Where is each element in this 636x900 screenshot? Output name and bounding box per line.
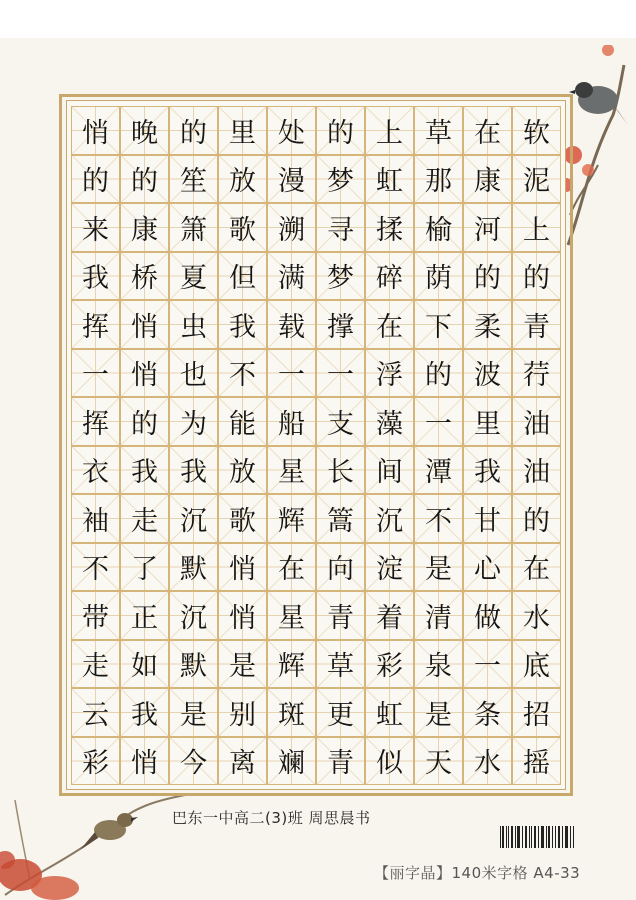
grid-cell: 衣 (71, 446, 120, 495)
grid-cell: 里 (218, 106, 267, 155)
grid-cell: 放 (218, 446, 267, 495)
grid-cell: 底 (512, 640, 561, 689)
grid-cell: 是 (169, 688, 218, 737)
grid-cell: 辉 (267, 494, 316, 543)
grid-cell: 我 (463, 446, 512, 495)
grid-cell: 着 (365, 591, 414, 640)
grid-cell: 沉 (365, 494, 414, 543)
grid-cell: 河 (463, 203, 512, 252)
grid-cell: 篙 (316, 494, 365, 543)
grid-cell: 梦 (316, 252, 365, 301)
grid-cell: 彩 (365, 640, 414, 689)
grid-cell: 夏 (169, 252, 218, 301)
grid-cell: 向 (316, 543, 365, 592)
grid-cell: 我 (120, 688, 169, 737)
brand-product: 140米字格 A4-33 (451, 864, 581, 882)
grid-cell: 处 (267, 106, 316, 155)
grid-cell: 软 (512, 106, 561, 155)
grid-cell: 悄 (120, 300, 169, 349)
grid-cell: 摇 (512, 737, 561, 786)
grid-cell: 虹 (365, 688, 414, 737)
grid-cell: 揉 (365, 203, 414, 252)
grid-cell: 长 (316, 446, 365, 495)
grid-cell: 下 (414, 300, 463, 349)
grid-cell: 的 (120, 155, 169, 204)
grid-cell: 柔 (463, 300, 512, 349)
grid-cell: 正 (120, 591, 169, 640)
grid-cell: 的 (169, 106, 218, 155)
brand-logo: 【丽字晶】 (374, 864, 452, 882)
grid-cell: 走 (120, 494, 169, 543)
grid-cell: 桥 (120, 252, 169, 301)
grid-cell: 一 (316, 349, 365, 398)
brand-label (374, 862, 580, 883)
grid-cell: 载 (267, 300, 316, 349)
grid-cell: 船 (267, 397, 316, 446)
grid-cell: 我 (169, 446, 218, 495)
grid-cell: 上 (365, 106, 414, 155)
grid-cell: 我 (218, 300, 267, 349)
grid-cell: 不 (218, 349, 267, 398)
grid-cell: 清 (414, 591, 463, 640)
grid-cell: 的 (120, 397, 169, 446)
grid-cell: 淀 (365, 543, 414, 592)
grid-cell: 一 (71, 349, 120, 398)
grid-cell: 悄 (218, 591, 267, 640)
grid-cell: 草 (414, 106, 463, 155)
grid-cell: 的 (512, 494, 561, 543)
grid-cell: 似 (365, 737, 414, 786)
grid-cell: 的 (512, 252, 561, 301)
grid-cell: 也 (169, 349, 218, 398)
grid-cell: 青 (512, 300, 561, 349)
grid-cell: 但 (218, 252, 267, 301)
grid-cell: 荇 (512, 349, 561, 398)
grid-cell: 悄 (120, 349, 169, 398)
grid-cell: 歌 (218, 203, 267, 252)
grid-cell: 天 (414, 737, 463, 786)
grid-cell: 撑 (316, 300, 365, 349)
grid-cell: 寻 (316, 203, 365, 252)
grid-cell: 我 (71, 252, 120, 301)
grid-cell: 水 (512, 591, 561, 640)
grid-cell: 沉 (169, 591, 218, 640)
grid-cell: 漫 (267, 155, 316, 204)
grid-cell: 别 (218, 688, 267, 737)
grid-cell: 油 (512, 446, 561, 495)
grid-cell: 条 (463, 688, 512, 737)
grid-cell: 不 (71, 543, 120, 592)
grid-cell: 心 (463, 543, 512, 592)
grid-cell: 在 (267, 543, 316, 592)
grid-cell: 斑 (267, 688, 316, 737)
grid-cell: 在 (512, 543, 561, 592)
grid-cell: 我 (120, 446, 169, 495)
grid-cell: 的 (71, 155, 120, 204)
grid-cell: 碎 (365, 252, 414, 301)
grid-cell: 水 (463, 737, 512, 786)
grid-cell: 默 (169, 543, 218, 592)
mi-zi-grid (71, 106, 561, 785)
grid-cell: 的 (463, 252, 512, 301)
grid-cell: 满 (267, 252, 316, 301)
grid-cell: 歌 (218, 494, 267, 543)
grid-cell: 放 (218, 155, 267, 204)
grid-cell: 能 (218, 397, 267, 446)
grid-cell: 彩 (71, 737, 120, 786)
grid-cell: 是 (218, 640, 267, 689)
grid-cell: 藻 (365, 397, 414, 446)
grid-cell: 间 (365, 446, 414, 495)
grid-cell: 晚 (120, 106, 169, 155)
grid-cell: 招 (512, 688, 561, 737)
grid-cell: 悄 (218, 543, 267, 592)
barcode (498, 826, 576, 854)
grid-cell: 更 (316, 688, 365, 737)
top-margin (0, 0, 636, 38)
grid-cell: 带 (71, 591, 120, 640)
grid-cell: 挥 (71, 397, 120, 446)
grid-cell: 笙 (169, 155, 218, 204)
grid-cell: 甘 (463, 494, 512, 543)
grid-cell: 默 (169, 640, 218, 689)
grid-cell: 那 (414, 155, 463, 204)
grid-cell: 榆 (414, 203, 463, 252)
grid-cell: 云 (71, 688, 120, 737)
grid-cell: 为 (169, 397, 218, 446)
grid-cell: 星 (267, 446, 316, 495)
grid-cell: 做 (463, 591, 512, 640)
grid-cell: 不 (414, 494, 463, 543)
grid-cell: 离 (218, 737, 267, 786)
grid-cell: 康 (463, 155, 512, 204)
grid-cell: 草 (316, 640, 365, 689)
grid-cell: 是 (414, 688, 463, 737)
grid-cell: 一 (414, 397, 463, 446)
grid-cell: 袖 (71, 494, 120, 543)
grid-cell: 泉 (414, 640, 463, 689)
grid-cell: 今 (169, 737, 218, 786)
grid-cell: 波 (463, 349, 512, 398)
grid-cell: 挥 (71, 300, 120, 349)
grid-cell: 是 (414, 543, 463, 592)
grid-cell: 青 (316, 591, 365, 640)
grid-cell: 了 (120, 543, 169, 592)
grid-cell: 潭 (414, 446, 463, 495)
grid-cell: 支 (316, 397, 365, 446)
grid-cell: 虹 (365, 155, 414, 204)
grid-cell: 在 (365, 300, 414, 349)
grid-cell: 星 (267, 591, 316, 640)
grid-cell: 走 (71, 640, 120, 689)
grid-cell: 康 (120, 203, 169, 252)
grid-cell: 虫 (169, 300, 218, 349)
grid-cell: 悄 (71, 106, 120, 155)
grid-cell: 来 (71, 203, 120, 252)
grid-cell: 沉 (169, 494, 218, 543)
author-signature: 巴东一中高二(3)班 周思晨书 (172, 809, 371, 827)
grid-cell: 一 (267, 349, 316, 398)
grid-cell: 在 (463, 106, 512, 155)
grid-cell: 斓 (267, 737, 316, 786)
grid-cell: 梦 (316, 155, 365, 204)
grid-cell: 如 (120, 640, 169, 689)
grid-cell: 荫 (414, 252, 463, 301)
grid-cell: 辉 (267, 640, 316, 689)
grid-cell: 的 (316, 106, 365, 155)
grid-cell: 浮 (365, 349, 414, 398)
grid-cell: 泥 (512, 155, 561, 204)
grid-cell: 里 (463, 397, 512, 446)
grid-cell: 溯 (267, 203, 316, 252)
grid-cell: 上 (512, 203, 561, 252)
grid-cell: 一 (463, 640, 512, 689)
grid-cell: 悄 (120, 737, 169, 786)
grid-cell: 青 (316, 737, 365, 786)
grid-cell: 的 (414, 349, 463, 398)
grid-cell: 油 (512, 397, 561, 446)
grid-cell: 箫 (169, 203, 218, 252)
